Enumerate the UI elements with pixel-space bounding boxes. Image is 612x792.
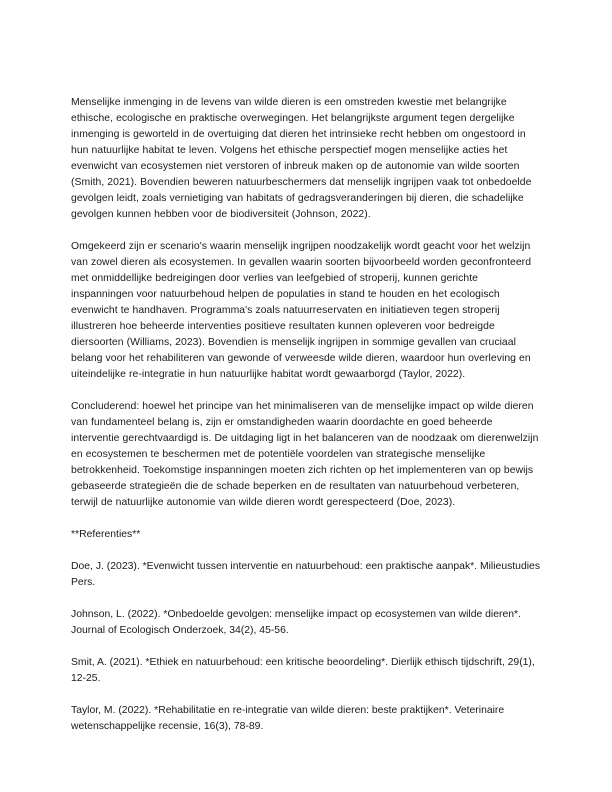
body-paragraph-1: Menselijke inmenging in de levens van wilde dieren is een omstreden kwestie met belangrijke ethische, ecologische en praktische overwegingen. Het belangrijkste argument tegen dergelijke inmenging is geworteld in de overtuiging dat dieren het intrinsieke recht hebben om ongestoord in hun natuurlijke habitat te leven. Volgens het ethische perspectief mogen menselijke acties het evenwicht van ecosystemen niet verstoren of inbreuk maken op de autonomie van wilde soorten (Smith, 2021). Bovendien beweren natuurbeschermers dat menselijk ingrijpen vaak tot onbedoelde gevolgen leidt, zoals vernietiging van habitats of gedragsveranderingen bij dieren, die schadelijke gevolgen kunnen hebben voor de biodiversiteit (Johnson, 2022). [71, 97, 535, 220]
body-paragraph-2: Omgekeerd zijn er scenario's waarin menselijk ingrijpen noodzakelijk wordt geacht voor het welzijn van zowel dieren als ecosystemen. In gevallen waarin soorten bijvoorbeeld worden geconfronteerd met onmiddellijke bedreigingen door verlies van leefgebied of stroperij, kunnen gerichte inspanningen voor natuurbehoud helpen de populaties in stand te houden en het ecologisch evenwicht te handhaven. Programma's zoals natuurreservaten en initiatieven tegen stroperij illustreren hoe beheerde interventies positieve resultaten kunnen opleveren voor bedreigde diersoorten (Williams, 2023). Bovendien is menselijk ingrijpen in sommige gevallen van cruciaal belang voor het rehabiliteren van gewonde of verweesde wilde dieren, waardoor hun overleving en uiteindelijke re-integratie in hun natuurlijke habitat wordt gewaarborgd (Taylor, 2022). [71, 241, 535, 380]
reference-entry-taylor: Taylor, M. (2022). *Rehabilitatie en re-integratie van wilde dieren: beste praktijken*. Veterinaire wetenschappelijke recensie, 16(3), 78-89. [71, 705, 508, 732]
references-heading: **Referenties** [71, 529, 141, 540]
reference-entry-smit: Smit, A. (2021). *Ethiek en natuurbehoud: een kritische beoordeling*. Dierlijk ethisch tijdschrift, 29(1), 12-25. [71, 657, 538, 684]
document-text-column [71, 95, 541, 735]
body-paragraph-3: Concluderend: hoewel het principe van het minimaliseren van de menselijke impact op wilde dieren van fundamenteel belang is, zijn er omstandigheden waarin doordachte en goed beheerde interventie gerechtvaardigd is. De uitdaging ligt in het balanceren van de noodzaak om dierenwelzijn en ecosystemen te beschermen met de potentiële voordelen van strategische menselijke betrokkenheid. Toekomstige inspanningen moeten zich richten op het implementeren van op bewijs gebaseerde strategieën die de schade beperken en de resultaten van natuurbehoud verbeteren, terwijl de natuurlijke autonomie van wilde dieren wordt gerespecteerd (Doe, 2023). [71, 401, 542, 508]
reference-entry-johnson: Johnson, L. (2022). *Onbedoelde gevolgen: menselijke impact op ecosystemen van wilde dieren*. Journal of Ecologisch Onderzoek, 34(2), 45-56. [71, 609, 524, 636]
reference-entry-doe: Doe, J. (2023). *Evenwicht tussen interventie en natuurbehoud: een praktische aanpak*. Milieustudies Pers. [71, 561, 543, 588]
